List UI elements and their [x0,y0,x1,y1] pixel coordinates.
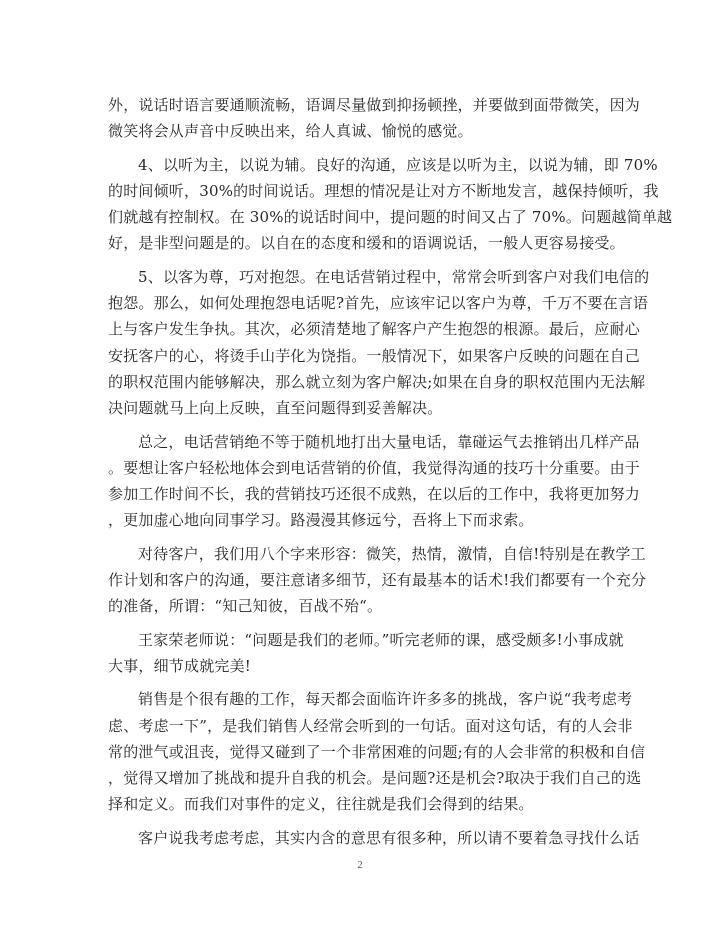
paragraph-gap [108,620,613,627]
paragraph-gap [108,422,613,429]
text-line: 择和定义。而我们对事件的定义，往往就是我们会得到的结果。 [108,795,534,814]
page-number: 2 [357,859,363,871]
paragraph [108,627,624,680]
paragraph [108,686,646,817]
paragraph-gap [108,679,613,686]
text-line: 4、以听为主，以说为辅。良好的沟通，应该是以听为主，以说为辅，即 70% [138,155,658,174]
text-line: 参加工作时间不长，我的营销技巧还很不成熟，在以后的工作中，我将更加努力 [108,485,641,504]
text-line: 决问题就马上向上反映，直至问题得到妥善解决。 [108,399,443,418]
text-line: 安抚客户的心，将烫手山芋化为饶指。一般情况下，如果客户反映的问题在自己 [108,346,641,365]
text-line: 对待客户，我们用八个字来形容：微笑，热情，激情，自信!特别是在教学工 [138,544,646,563]
text-line: ，更加虚心地向同事学习。路漫漫其修远兮，吾将上下而求索。 [108,511,534,530]
text-line: 的职权范围内能够解决，那么就立刻为客户解决;如果在自身的职权范围内无法解 [108,372,646,391]
text-line: 大事，细节成就完美! [108,656,252,675]
text-line: 抱怨。那么，如何处理抱怨电话呢?首先，应该牢记以客户为尊，千万不要在言语 [108,294,649,313]
text-line: 销售是个很有趣的工作，每天都会面临许许多多的挑战，客户说“我考虑考 [138,690,633,709]
text-line: 上与客户发生争执。其次，必须清楚地了解客户产生抱怨的根源。最后，应耐心 [108,320,641,339]
paragraph [108,541,647,620]
text-line: 们就越有控制权。在 30%的说话时间中，提问题的时间又占了 70%。问题越简单越 [108,208,673,227]
paragraph [108,429,641,534]
text-line: 虑、考虑一下”，是我们销售人经常会听到的一句话。面对这句话，有的人会非 [108,716,633,735]
paragraph-gap [108,145,613,152]
text-line: 好，是非型问题是的。以自在的态度和缓和的语调说话，一般人更容易接受。 [108,234,625,253]
text-line: 的时间倾听，30%的时间说话。理想的情况是让对方不断地发言，越保持倾听，我 [108,181,659,200]
text-line: ，觉得又增加了挑战和提升自我的机会。是问题?还是机会?取决于我们自己的选 [108,769,642,788]
document-body [108,92,673,851]
text-line: 客户说我考虑考虑，其实内含的意思有很多种，所以请不要着急寻找什么话 [138,828,640,847]
paragraph [108,92,641,145]
paragraph [108,825,640,851]
text-line: 作计划和客户的沟通，要注意诸多细节，还有最基本的话术!我们都要有一个充分 [108,571,647,590]
paragraph-gap [108,818,613,825]
text-line: 外，说话时语言要通顺流畅，语调尽量做到抑扬顿挫，并要做到面带微笑，因为 [108,96,641,114]
paragraph-gap [108,534,613,541]
paragraph [108,152,673,257]
text-line: 常的泄气或沮丧，觉得又碰到了一个非常困难的问题;有的人会非常的积极和自信 [108,742,646,761]
paragraph [108,264,650,422]
text-line: 总之，电话营销绝不等于随机地打出大量电话，靠碰运气去推销出几样产品 [138,432,640,451]
text-line: 王家荣老师说：“问题是我们的老师。”听完老师的课，感受颇多!小事成就 [138,630,624,649]
paragraph-gap [108,257,613,264]
text-line: 5、以客为尊，巧对抱怨。在电话营销过程中，常常会听到客户对我们电信的 [138,267,650,286]
text-line: 。要想让客户轻松地体会到电话营销的价值，我觉得沟通的技巧十分重要。由于 [108,458,641,477]
text-line: 微笑将会从声音中反映出来，给人真诚、愉悦的感觉。 [108,122,473,141]
text-line: 的准备，所谓：“知己知彼，百战不殆“。 [108,597,383,616]
